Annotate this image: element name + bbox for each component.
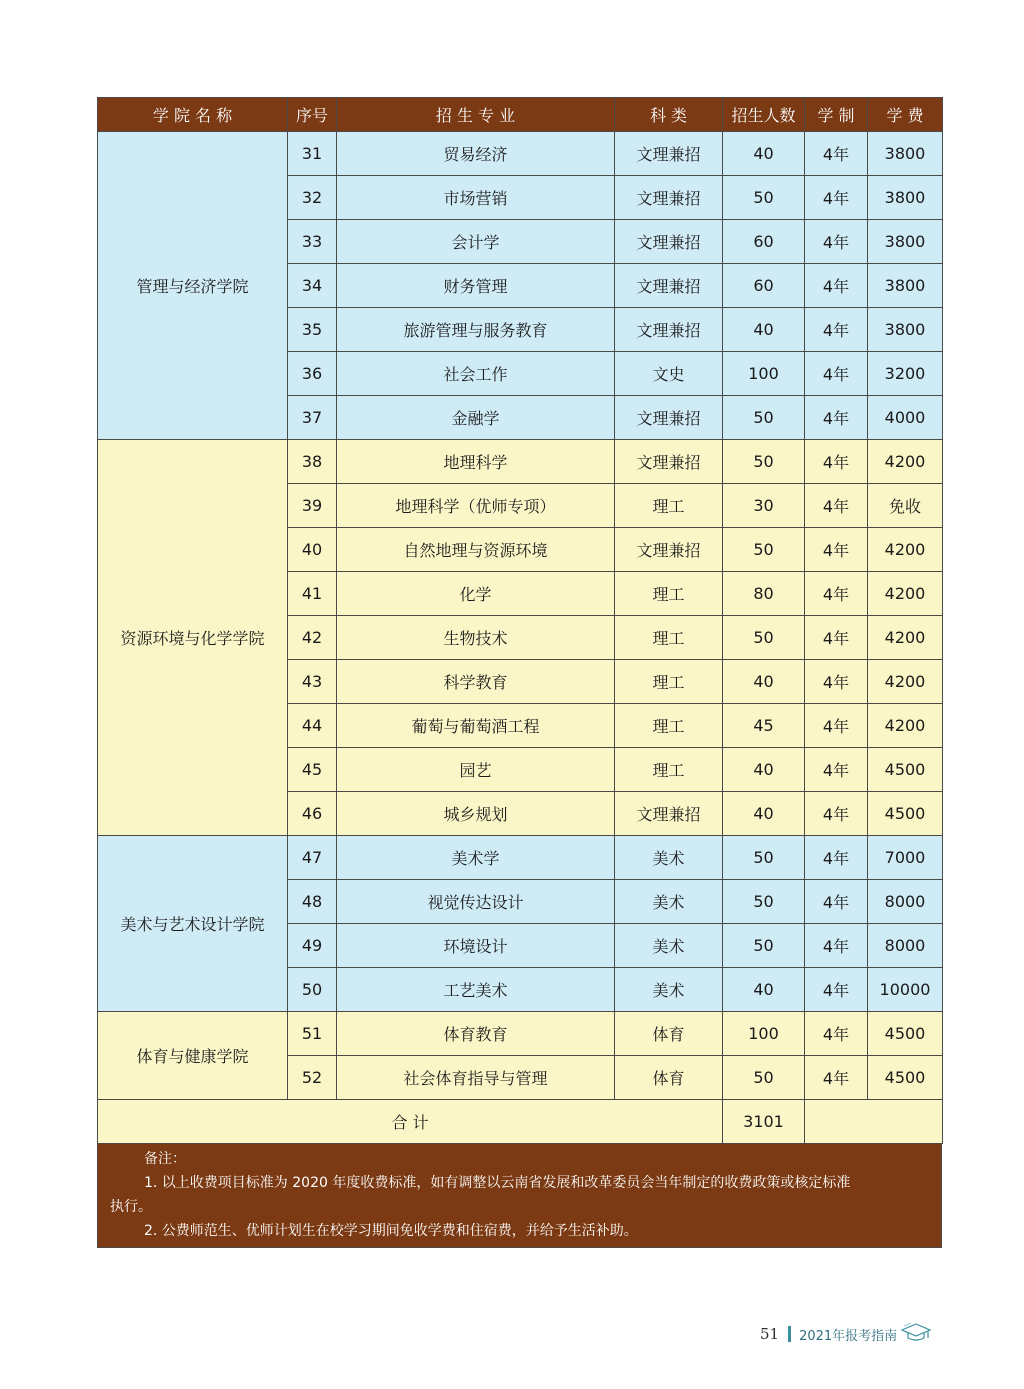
notes-title: 备注： [144,1151,186,1167]
index-cell: 41 [288,572,337,616]
duration-cell: 4年 [805,220,868,264]
quota-cell: 50 [723,836,805,880]
index-cell: 50 [288,968,337,1012]
category-cell: 美术 [615,968,723,1012]
tuition-cell: 4000 [868,396,943,440]
major-cell: 社会体育指导与管理 [337,1056,615,1100]
header-major: 招 生 专 业 [337,98,615,132]
category-cell: 文史 [615,352,723,396]
major-cell: 社会工作 [337,352,615,396]
index-cell: 49 [288,924,337,968]
duration-cell: 4年 [805,440,868,484]
duration-cell: 4年 [805,968,868,1012]
duration-cell: 4年 [805,264,868,308]
category-cell: 理工 [615,572,723,616]
table-row [98,132,943,176]
quota-cell: 80 [723,572,805,616]
category-cell: 文理兼招 [615,528,723,572]
quota-cell: 50 [723,396,805,440]
tuition-cell: 免收 [868,484,943,528]
enrollment-table [97,97,943,1144]
table-header-row [98,98,943,132]
duration-cell: 4年 [805,792,868,836]
major-cell: 地理科学 [337,440,615,484]
duration-cell: 4年 [805,528,868,572]
tuition-cell: 4200 [868,572,943,616]
major-cell: 金融学 [337,396,615,440]
index-cell: 39 [288,484,337,528]
major-cell: 生物技术 [337,616,615,660]
quota-cell: 40 [723,132,805,176]
index-cell: 42 [288,616,337,660]
category-cell: 文理兼招 [615,220,723,264]
college-cell: 体育与健康学院 [98,1012,288,1100]
duration-cell: 4年 [805,1012,868,1056]
quota-cell: 50 [723,616,805,660]
index-cell: 33 [288,220,337,264]
index-cell: 52 [288,1056,337,1100]
category-cell: 美术 [615,836,723,880]
index-cell: 43 [288,660,337,704]
major-cell: 贸易经济 [337,132,615,176]
quota-cell: 40 [723,968,805,1012]
tuition-cell: 3200 [868,352,943,396]
quota-cell: 45 [723,704,805,748]
major-cell: 体育教育 [337,1012,615,1056]
quota-cell: 50 [723,880,805,924]
header-duration: 学 制 [805,98,868,132]
notes-box [97,1144,942,1248]
tuition-cell: 4500 [868,748,943,792]
duration-cell: 4年 [805,1056,868,1100]
index-cell: 38 [288,440,337,484]
major-cell: 旅游管理与服务教育 [337,308,615,352]
total-value: 3101 [723,1100,805,1144]
college-cell: 管理与经济学院 [98,132,288,440]
category-cell: 文理兼招 [615,792,723,836]
index-cell: 48 [288,880,337,924]
category-cell: 美术 [615,880,723,924]
index-cell: 46 [288,792,337,836]
quota-cell: 100 [723,1012,805,1056]
category-cell: 理工 [615,660,723,704]
category-cell: 理工 [615,616,723,660]
total-row [98,1100,943,1144]
major-cell: 美术学 [337,836,615,880]
graduation-cap-icon [899,1322,933,1346]
index-cell: 36 [288,352,337,396]
major-cell: 地理科学（优师专项） [337,484,615,528]
index-cell: 31 [288,132,337,176]
duration-cell: 4年 [805,748,868,792]
duration-cell: 4年 [805,924,868,968]
category-cell: 文理兼招 [615,176,723,220]
tuition-cell: 3800 [868,176,943,220]
tuition-cell: 4500 [868,792,943,836]
quota-cell: 40 [723,660,805,704]
category-cell: 体育 [615,1012,723,1056]
quota-cell: 100 [723,352,805,396]
index-cell: 40 [288,528,337,572]
enrollment-sheet [97,97,942,1248]
notes-item-1: 1. 以上收费项目标准为 2020 年度收费标准，如有调整以云南省发展和改革委员会当年制定的收费政策或核定标准 [144,1175,851,1191]
total-empty-cell [805,1100,943,1144]
notes-item-2: 2. 公费师范生、优师计划生在校学习期间免收学费和住宿费，并给予生活补助。 [144,1223,638,1239]
category-cell: 文理兼招 [615,308,723,352]
duration-cell: 4年 [805,572,868,616]
duration-cell: 4年 [805,352,868,396]
table-body [98,132,943,1144]
major-cell: 化学 [337,572,615,616]
major-cell: 会计学 [337,220,615,264]
header-index: 序号 [288,98,337,132]
index-cell: 51 [288,1012,337,1056]
quota-cell: 40 [723,308,805,352]
table-row [98,1012,943,1056]
tuition-cell: 3800 [868,132,943,176]
tuition-cell: 8000 [868,880,943,924]
duration-cell: 4年 [805,132,868,176]
tuition-cell: 4200 [868,704,943,748]
quota-cell: 50 [723,528,805,572]
major-cell: 市场营销 [337,176,615,220]
duration-cell: 4年 [805,396,868,440]
duration-cell: 4年 [805,616,868,660]
header-category: 科 类 [615,98,723,132]
tuition-cell: 3800 [868,264,943,308]
page-footer [760,1320,933,1348]
duration-cell: 4年 [805,176,868,220]
quota-cell: 50 [723,440,805,484]
tuition-cell: 10000 [868,968,943,1012]
major-cell: 环境设计 [337,924,615,968]
category-cell: 文理兼招 [615,132,723,176]
tuition-cell: 8000 [868,924,943,968]
total-label: 合 计 [98,1100,723,1144]
quota-cell: 50 [723,924,805,968]
tuition-cell: 4200 [868,440,943,484]
duration-cell: 4年 [805,308,868,352]
quota-cell: 50 [723,1056,805,1100]
category-cell: 文理兼招 [615,440,723,484]
tuition-cell: 7000 [868,836,943,880]
quota-cell: 60 [723,220,805,264]
category-cell: 美术 [615,924,723,968]
tuition-cell: 4500 [868,1012,943,1056]
major-cell: 城乡规划 [337,792,615,836]
index-cell: 34 [288,264,337,308]
quota-cell: 60 [723,264,805,308]
major-cell: 科学教育 [337,660,615,704]
major-cell: 工艺美术 [337,968,615,1012]
quota-cell: 50 [723,176,805,220]
college-cell: 美术与艺术设计学院 [98,836,288,1012]
header-quota: 招生人数 [723,98,805,132]
table-row [98,440,943,484]
quota-cell: 30 [723,484,805,528]
category-cell: 理工 [615,748,723,792]
major-cell: 园艺 [337,748,615,792]
major-cell: 自然地理与资源环境 [337,528,615,572]
guide-title: 2021年报考指南 [799,1328,898,1344]
header-college: 学 院 名 称 [98,98,288,132]
index-cell: 37 [288,396,337,440]
index-cell: 47 [288,836,337,880]
quota-cell: 40 [723,748,805,792]
tuition-cell: 4200 [868,528,943,572]
index-cell: 32 [288,176,337,220]
major-cell: 葡萄与葡萄酒工程 [337,704,615,748]
category-cell: 文理兼招 [615,264,723,308]
page-number: 51 [760,1325,780,1343]
tuition-cell: 3800 [868,308,943,352]
duration-cell: 4年 [805,484,868,528]
tuition-cell: 4200 [868,660,943,704]
major-cell: 财务管理 [337,264,615,308]
duration-cell: 4年 [805,836,868,880]
footer-divider [788,1326,791,1342]
quota-cell: 40 [723,792,805,836]
notes-item-1-continued: 执行。 [110,1199,152,1215]
tuition-cell: 4500 [868,1056,943,1100]
tuition-cell: 3800 [868,220,943,264]
category-cell: 体育 [615,1056,723,1100]
tuition-cell: 4200 [868,616,943,660]
category-cell: 文理兼招 [615,396,723,440]
category-cell: 理工 [615,704,723,748]
duration-cell: 4年 [805,880,868,924]
index-cell: 35 [288,308,337,352]
category-cell: 理工 [615,484,723,528]
duration-cell: 4年 [805,704,868,748]
duration-cell: 4年 [805,660,868,704]
major-cell: 视觉传达设计 [337,880,615,924]
index-cell: 45 [288,748,337,792]
table-row [98,836,943,880]
college-cell: 资源环境与化学学院 [98,440,288,836]
header-tuition: 学 费 [868,98,943,132]
index-cell: 44 [288,704,337,748]
